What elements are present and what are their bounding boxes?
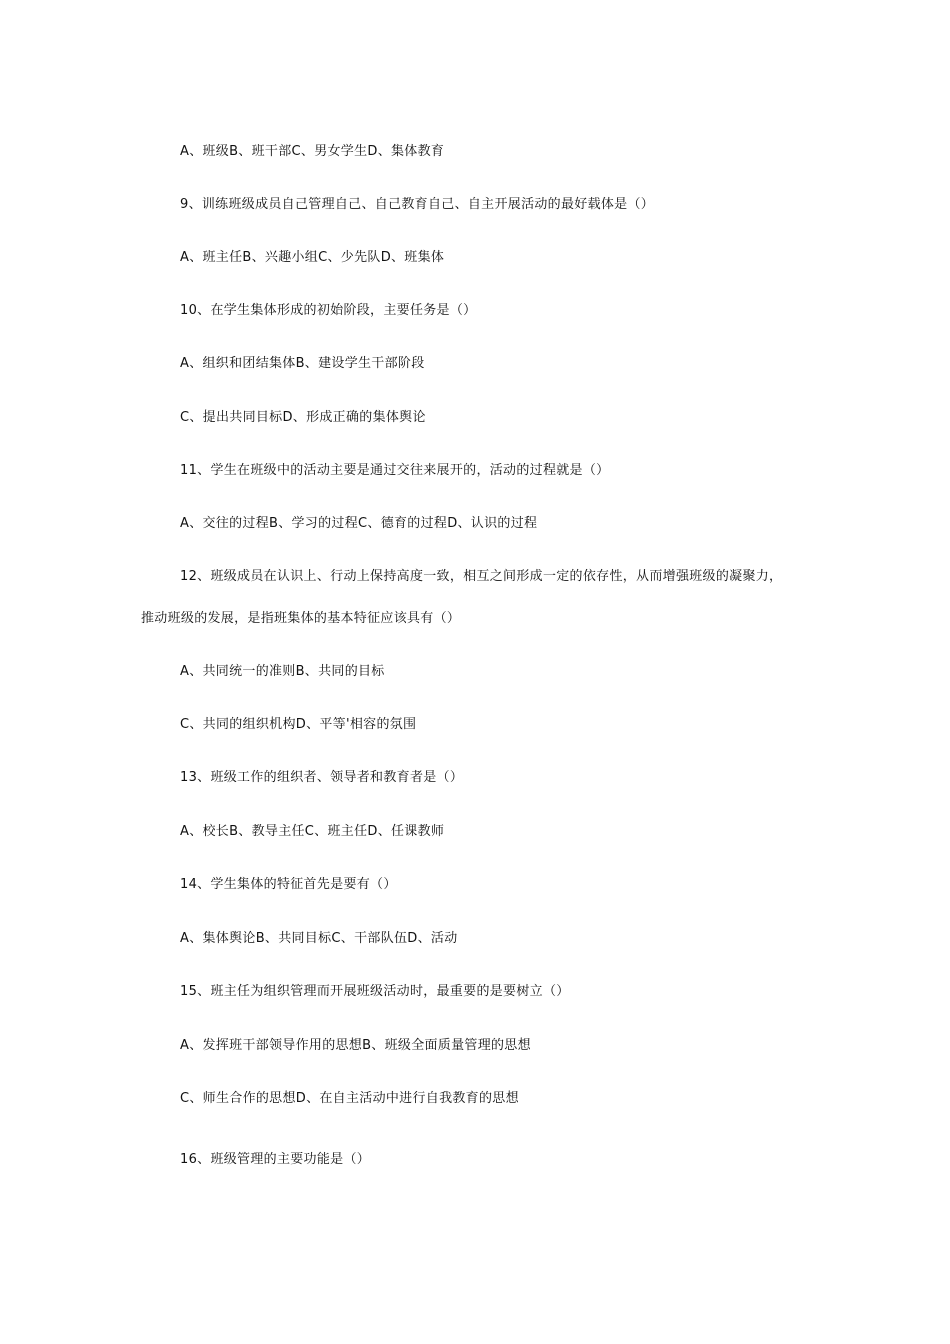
option-line-q10-ab: A、组织和团结集体B、建设学生干部阶段 [180, 356, 425, 371]
option-line-q15-ab: A、发挥班干部领导作用的思想B、班级全面质量管理的思想 [180, 1038, 531, 1053]
question-9: 9、训练班级成员自己管理自己、自己教育自己、自主开展活动的最好载体是（） [180, 197, 655, 212]
option-line-q12-ab: A、共同统一的准则B、共同的目标 [180, 664, 385, 679]
option-line-q13: A、校长B、教导主任C、班主任D、任课教师 [180, 824, 445, 839]
question-15: 15、班主任为组织管理而开展班级活动时，最重要的是要树立（） [180, 984, 570, 999]
question-14: 14、学生集体的特征首先是要有（） [180, 877, 397, 892]
question-12-part1: 12、班级成员在认识上、行动上保持高度一致，相互之间形成一定的依存性，从而增强班级的凝聚力， [180, 569, 783, 584]
question-13: 13、班级工作的组织者、领导者和教育者是（） [180, 770, 464, 785]
question-12-part2: 推动班级的发展，是指班集体的基本特征应该具有（） [141, 611, 461, 626]
option-line-q8: A、班级B、班干部C、男女学生D、集体教育 [180, 144, 445, 159]
option-line-q11: A、交往的过程B、学习的过程C、德育的过程D、认识的过程 [180, 516, 538, 531]
question-16: 16、班级管理的主要功能是（） [180, 1152, 371, 1167]
option-line-q14: A、集体舆论B、共同目标C、干部队伍D、活动 [180, 931, 458, 946]
question-10: 10、在学生集体形成的初始阶段，主要任务是（） [180, 303, 477, 318]
option-line-q10-cd: C、提出共同目标D、形成正确的集体舆论 [180, 410, 426, 425]
question-11: 11、学生在班级中的活动主要是通过交往来展开的，活动的过程就是（） [180, 463, 610, 478]
option-line-q15-cd: C、师生合作的思想D、在自主活动中进行自我教育的思想 [180, 1091, 519, 1106]
option-line-q12-cd: C、共同的组织机构D、平等'相容的氛围 [180, 717, 417, 732]
option-line-q9: A、班主任B、兴趣小组C、少先队D、班集体 [180, 250, 445, 265]
